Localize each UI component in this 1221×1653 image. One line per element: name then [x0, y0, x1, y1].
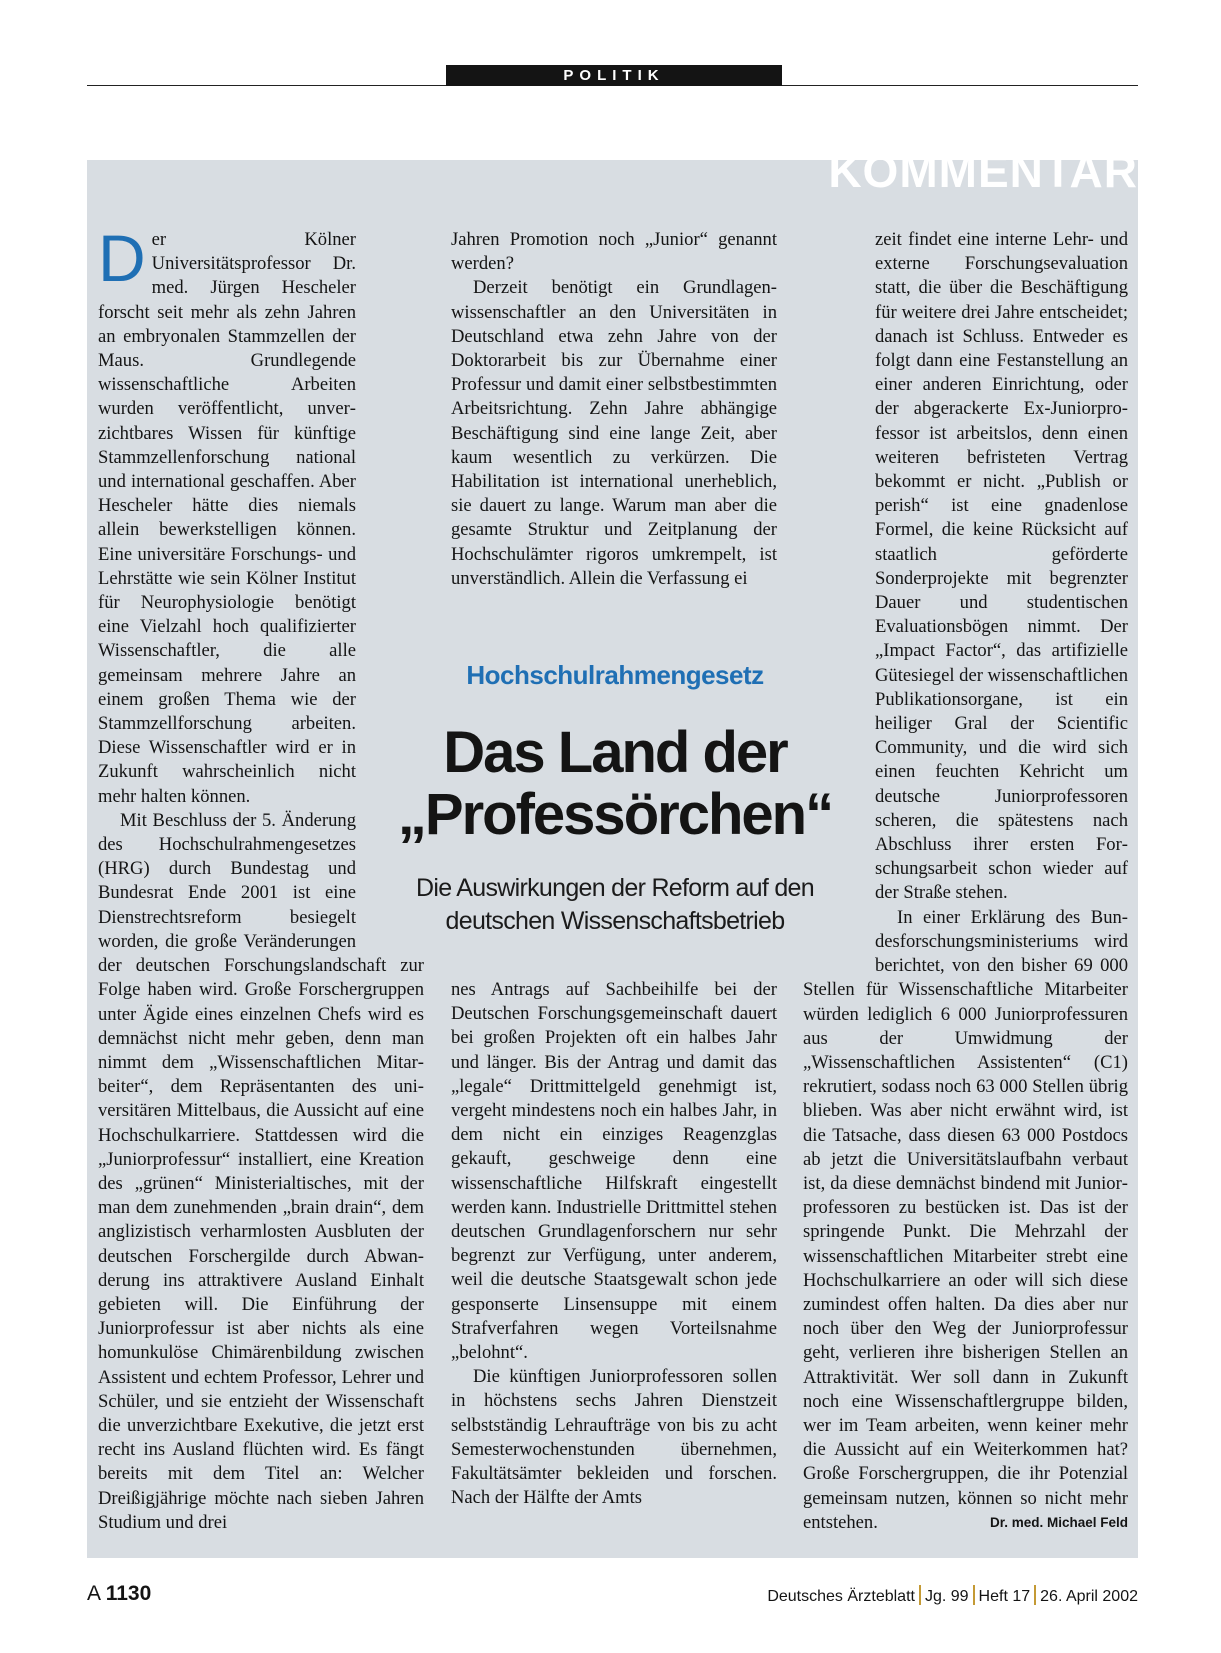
paragraph: Derzeit benötigt ein Grundlagenwissenschaftler an den Universitäten in Deutschland etwa zehn Jahre von der Doktorarbeit bis zur Übernahme einer Professur und damit einer selbstbestimmten Arbeitsrichtung. Zehn Jahre abhängige Beschäftigung sind eine lange Zeit, aber kaum wesentlich zu verkürzen. Die Habilitation ist international unerheblich, sie dauert zu lange. Warum man aber die gesamte Struktur und Zeitplanung der Hochschulämter rigoros umkrempelt, ist unverständlich. Allein die Verfassung ei	[451, 277, 777, 589]
article-kicker: Hochschulrahmengesetz	[466, 660, 764, 690]
paragraph: Jahren Promotion noch „Junior“ genannt werden?	[451, 229, 777, 275]
article-column-2-top	[451, 228, 777, 591]
footer-divider	[973, 1585, 975, 1605]
article-column-3	[803, 228, 1128, 1535]
paragraph: nes Antrags auf Sachbeihilfe bei der Deutschen Forschungsgemeinschaft dauert bei großen Projekten oft ein halbes Jahr und länger. Bis der Antrag und damit das „legale“ Drittmittelgeld genehmigt ist, vergeht mindestens noch ein halbes Jahr, in dem nicht ein einziges Reagenzglas gekauft, geschweige denn eine wissenschaftliche Hilfskraft eingestellt werden kann. Industrielle Drittmittel stehen deutschen Grundlagenforschern nur sehr begrenzt zur Verfügung, unter anderem, weil die deutsche Staatsgewalt schon jede gesponserte Linsensuppe mit einem Strafverfahren wegen Vorteilsnahme „belohnt“.	[451, 979, 777, 1364]
author-byline: Dr. med. Michael Feld	[989, 1514, 1128, 1530]
paragraph: Die künftigen Juniorprofessoren sollen in höchstens sechs Jahren Dienstzeit selbstständig Lehraufträge von bis zu acht Semesterwochenstunden übernehmen, Fakultätsämter bekleiden und forschen. Nach der Hälfte der Amts	[451, 1366, 777, 1509]
page-prefix: A	[87, 1582, 100, 1605]
article-column-1	[98, 221, 424, 1535]
article-subtitle	[385, 872, 845, 938]
paragraph: zeit findet eine interne Lehr- und externe Forschungsevaluation statt, die über die Beschäftigung für weitere drei Jahre entscheidet; danach ist Schluss. Entweder es folgt dann eine Festanstellung an einer anderen Einrichtung, oder der abgerackerte Ex-Juniorprofessor ist arbeitslos, denn einen weiteren befristeten Vertrag bekommt er nicht. „Publish or perish“ ist eine gnadenlose Formel, die keine Rücksicht auf staatlich geförderte Sonderprojekte mit begrenzter Dauer und studentischen Evaluationsbögen nimmt. Der „Impact Factor“, das artifizielle Gütesiegel der wissenschaftlichen Publikationsorgane, ist ein heiliger Gral der Scientific Community, und die wird sich einen feuchten Kehricht um deutsche Juniorprofessoren scheren, die spätestens nach Abschluss ihrer ersten Forschungsarbeit schon wieder auf der Straße stehen.	[875, 229, 1128, 904]
journal-name: Deutsches Ärzteblatt	[767, 1588, 915, 1605]
kommentar-label: KOMMENTAR	[828, 145, 1138, 197]
journal-issue: Heft 17	[978, 1588, 1031, 1605]
subtitle-line: deutschen Wissenschaftsbetrieb	[445, 907, 785, 935]
paragraph-text: er Kölner Universitätsprofessor Dr. med. Jürgen Hescheler forscht seit mehr als zehn Jahren an embryonalen Stammzellen der Maus. Grundlegende wissenschaftliche Arbeiten wurden veröffentlicht, unverzichtbares Wissen für künftige Stammzellenforschung national und international geschaffen. Aber Hescheler hätte dies niemals allein bewerkstelligen können. Eine universitäre Forschungs- und Lehrstätte wie sein Kölner Institut für Neurophysiologie benötigt eine Vielzahl hoch qualifizierter Wissenschaftler, die alle gemeinsam mehrere Jahre an einem großen Thema wie der Stammzellforschung arbeiten. Diese Wissenschaftler wird er in Zukunft wahrscheinlich nicht mehr halten können.	[98, 229, 356, 807]
paragraph	[803, 906, 1128, 1535]
headline-line: „Professörchen“	[397, 782, 833, 847]
page-number	[87, 1582, 151, 1606]
drop-cap: D	[98, 221, 146, 295]
paragraph-text: In einer Erklärung des Bundesforschungsministeriums wird berichtet, von den bisher 69 000 Stellen für Wissenschaftliche Mitarbeiter würden lediglich 6 000 Juniorprofessuren aus der Umwidmung der „Wissenschaftlichen Assistenten“ (C1) rekrutiert, sodass noch 63 000 Stellen übrig blieben. Was aber nicht erwähnt wird, ist die Tatsache, dass diesen 63 000 Postdocs ab jetzt die Universitätslaufbahn verbaut ist, da diese demnächst bindend mit Juniorprofessoren zu bestücken ist. Das ist der springende Punkt. Die Mehrzahl der wissenschaftlichen Mitarbeiter strebt eine Hochschulkarriere an oder will sich diese zumindest offen halten. Da dies aber nur noch über den Weg der Juniorprofessur geht, verlieren ihre bisherigen Stellen an Attraktivität. Wer soll dann in Zukunft noch eine Wissenschaftlergruppe bilden, wer im Team arbeiten, wenn keiner mehr die Aussicht auf ein Weiterkommen hat? Große Forschergruppen, die ihr Potenzial gemeinsam nutzen, können so nicht mehr entstehen.	[803, 906, 1128, 1533]
journal-footer	[767, 1585, 1138, 1606]
footer-divider	[919, 1585, 921, 1605]
paragraph: Mit Beschluss der 5. Änderung des Hochschulrahmengesetzes (HRG) durch Bundestag und Bundesrat Ende 2001 ist eine Dienstrechtsreform besiegelt worden, die große Veränderungen der deutschen Forschungslandschaft zur Folge haben wird. Große Forschergruppen unter Ägide eines einzelnen Chefs wird es demnächst nicht mehr geben, denn man nimmt dem „Wissenschaftlichen Mitarbeiter“, dem Repräsentanten des universitären Mittelbaus, die Aussicht auf eine Hochschulkarriere. Stattdessen wird die „Juniorprofessur“ installiert, eine Kreation des „grünen“ Ministerialtisches, mit der man dem zunehmenden „brain drain“, dem anglizistisch verharmlosten Ausbluten der deutschen Forschergilde durch Abwanderung ins attraktivere Ausland Einhalt gebieten will. Die Einführung der Juniorprofessur ist aber nichts als eine homunkulöse Chimärenbildung zwischen Assistent und echtem Professor, Lehrer und Schüler, und sie entzieht der Wissenschaft die unverzichtbare Exekutive, die jetzt erst recht ins Ausland flüchten wird. Es fängt bereits mit dem Titel an: Welcher Dreißigjährige möchte nach sieben Jahren Studium und drei	[98, 809, 424, 1533]
headline-wrap-spacer	[803, 615, 875, 977]
journal-date: 26. April 2002	[1040, 1588, 1138, 1605]
journal-volume: Jg. 99	[924, 1588, 969, 1605]
page-number-value: 1130	[105, 1582, 152, 1605]
article-column-2-bottom	[451, 978, 777, 1510]
section-label: POLITIK	[446, 65, 782, 86]
article-headline	[385, 722, 845, 846]
headline-line: Das Land der	[443, 720, 787, 785]
subtitle-line: Die Auswirkungen der Reform auf den	[416, 874, 814, 902]
footer-divider	[1034, 1585, 1036, 1605]
